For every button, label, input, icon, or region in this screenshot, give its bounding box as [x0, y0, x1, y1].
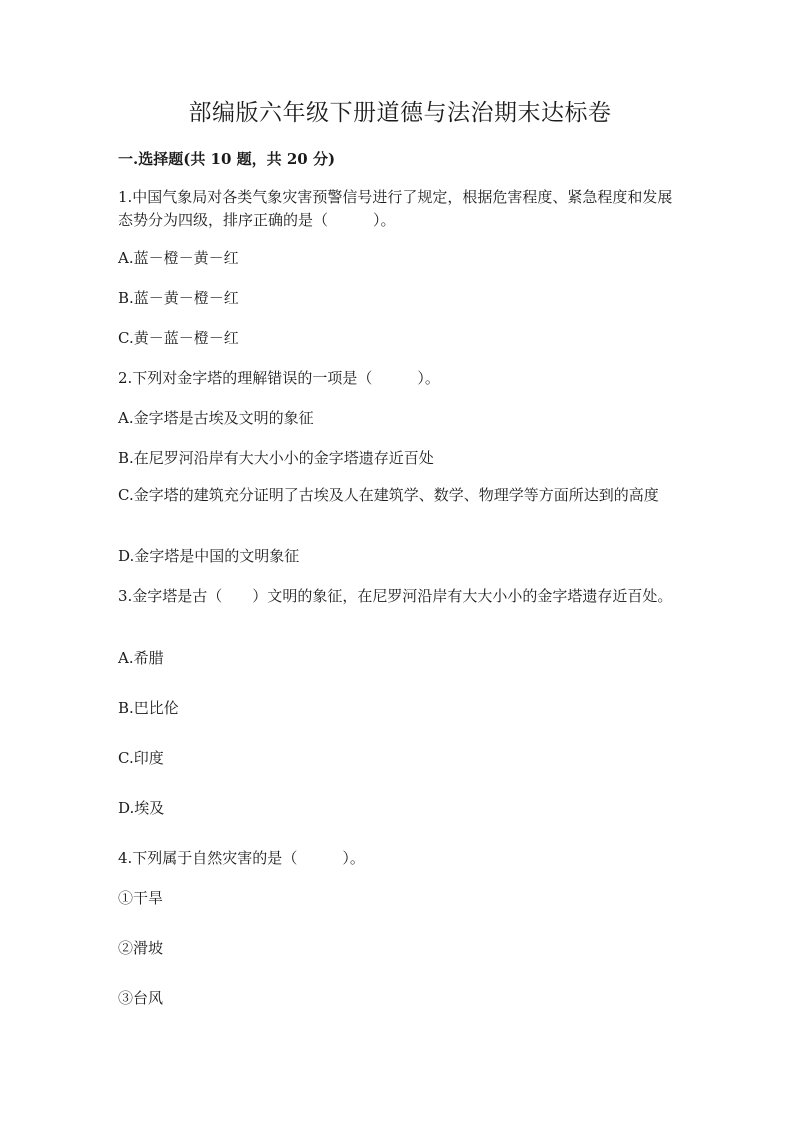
question-1-option-c: C.黄－蓝－橙－红 [118, 329, 239, 347]
question-2-option-b: B.在尼罗河沿岸有大大小小的金字塔遗存近百处 [118, 449, 434, 467]
question-4-option-2: ②滑坡 [118, 939, 164, 957]
question-4-stem: 4.下列属于自然灾害的是（ ）。 [118, 849, 365, 867]
question-3-option-b: B.巴比伦 [118, 699, 179, 717]
question-4-option-3: ③台风 [118, 989, 164, 1007]
question-3-stem: 3.金字塔是古（ ）文明的象征，在尼罗河沿岸有大大小小的金字塔遗存近百处。 [118, 587, 673, 605]
page-title: 部编版六年级下册道德与法治期末达标卷 [188, 100, 612, 126]
question-2-option-a: A.金字塔是古埃及文明的象征 [118, 409, 314, 427]
question-3-option-a: A.希腊 [118, 649, 164, 667]
question-3-option-c: C.印度 [118, 749, 164, 767]
question-1-stem: 1.中国气象局对各类气象灾害预警信号进行了规定，根据危害程度、紧急程度和发展态势分为四级，排序正确的是（ ）。 [118, 188, 673, 229]
question-2-stem: 2.下列对金字塔的理解错误的一项是（ ）。 [118, 369, 440, 387]
section-heading: 一.选择题(共 10 题，共 20 分) [118, 150, 336, 168]
question-4-option-1: ①干旱 [118, 889, 164, 907]
question-1-option-b: B.蓝－黄－橙－红 [118, 289, 239, 307]
question-2-option-d: D.金字塔是中国的文明象征 [118, 547, 300, 565]
question-3-option-d: D.埃及 [118, 799, 165, 817]
question-1-option-a: A.蓝－橙－黄－红 [118, 249, 239, 267]
question-2-option-c: C.金字塔的建筑充分证明了古埃及人在建筑学、数学、物理学等方面所达到的高度 [118, 486, 659, 504]
